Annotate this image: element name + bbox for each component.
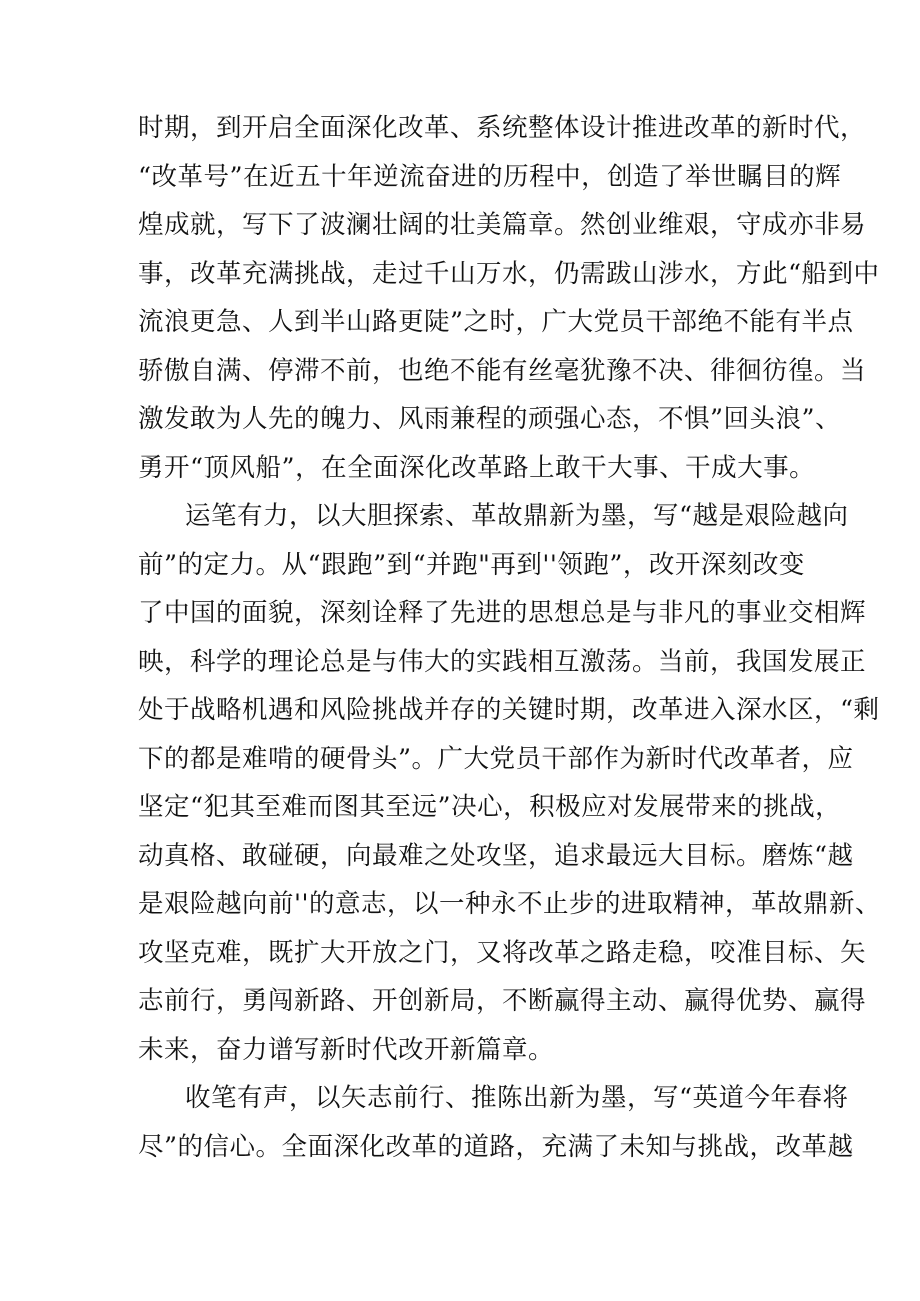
text-line: 坚定“犯其至难而图其至远”决心，积极应对发展带来的挑战， bbox=[138, 792, 842, 822]
text-line: 流浪更急、人到半山路更陡”之时，广大党员干部绝不能有半点 bbox=[138, 307, 854, 337]
text-line: 时期，到开启全面深化改革、系统整体设计推进改革的新时代， bbox=[138, 113, 867, 143]
paragraph-start-line: 收笔有声，以矢志前行、推陈出新为墨，写“英道今年春将 bbox=[185, 1083, 849, 1113]
text-line: 勇开“顶风船”，在全面深化改革路上敢干大事、干成大事。 bbox=[138, 452, 816, 483]
text-line: 处于战略机遇和风险挑战并存的关键时期，改革进入深水区，“剩 bbox=[138, 695, 880, 725]
text-line: 事，改革充满挑战，走过千山万水，仍需跋山涉水，方此“船到中 bbox=[138, 258, 880, 289]
text-line: 了中国的面貌，深刻诠释了先进的思想总是与非凡的事业交相辉 bbox=[138, 598, 867, 628]
text-line: 前”的定力。从“跟跑”到“并跑"再到''领跑”，改开深刻改变 bbox=[138, 549, 805, 580]
body-text bbox=[138, 104, 882, 1171]
text-line: 煌成就，写下了波澜壮阔的壮美篇章。然创业维艰，守成亦非易 bbox=[138, 210, 867, 240]
text-line: 映，科学的理论总是与伟大的实践相互激荡。当前，我国发展正 bbox=[138, 646, 867, 677]
text-line: 是艰险越向前''的意志，以一种永不止步的进取精神，革故鼎新、 bbox=[138, 889, 882, 919]
text-line: 志前行，勇闯新路、开创新局，不断赢得主动、赢得优势、赢得 bbox=[138, 986, 867, 1016]
text-line: 骄傲自满、停滞不前，也绝不能有丝毫犹豫不决、徘徊彷徨。当 bbox=[138, 355, 867, 386]
text-line: 动真格、敢碰硬，向最难之处攻坚，追求最远大目标。磨炼“越 bbox=[138, 840, 854, 871]
text-line: 尽”的信心。全面深化改革的道路，充满了未知与挑战，改革越 bbox=[138, 1131, 854, 1162]
paragraph-start-line: 运笔有力，以大胆探索、革故鼎新为墨，写“越是艰险越向 bbox=[185, 501, 849, 531]
text-line: 未来，奋力谱写新时代改开新篇章。 bbox=[138, 1034, 555, 1065]
text-line: 下的都是难啃的硬骨头”。广大党员干部作为新时代改革者，应 bbox=[138, 743, 854, 774]
text-line: 攻坚克难，既扩大开放之门，又将改革之路走稳，咬准目标、矢 bbox=[138, 937, 867, 968]
text-line: 激发敢为人先的魄力、风雨兼程的顽强心态，不惧”回头浪”、 bbox=[138, 404, 842, 434]
text-line: “改革号”在近五十年逆流奋进的历程中，创造了举世瞩目的辉 bbox=[138, 161, 842, 192]
